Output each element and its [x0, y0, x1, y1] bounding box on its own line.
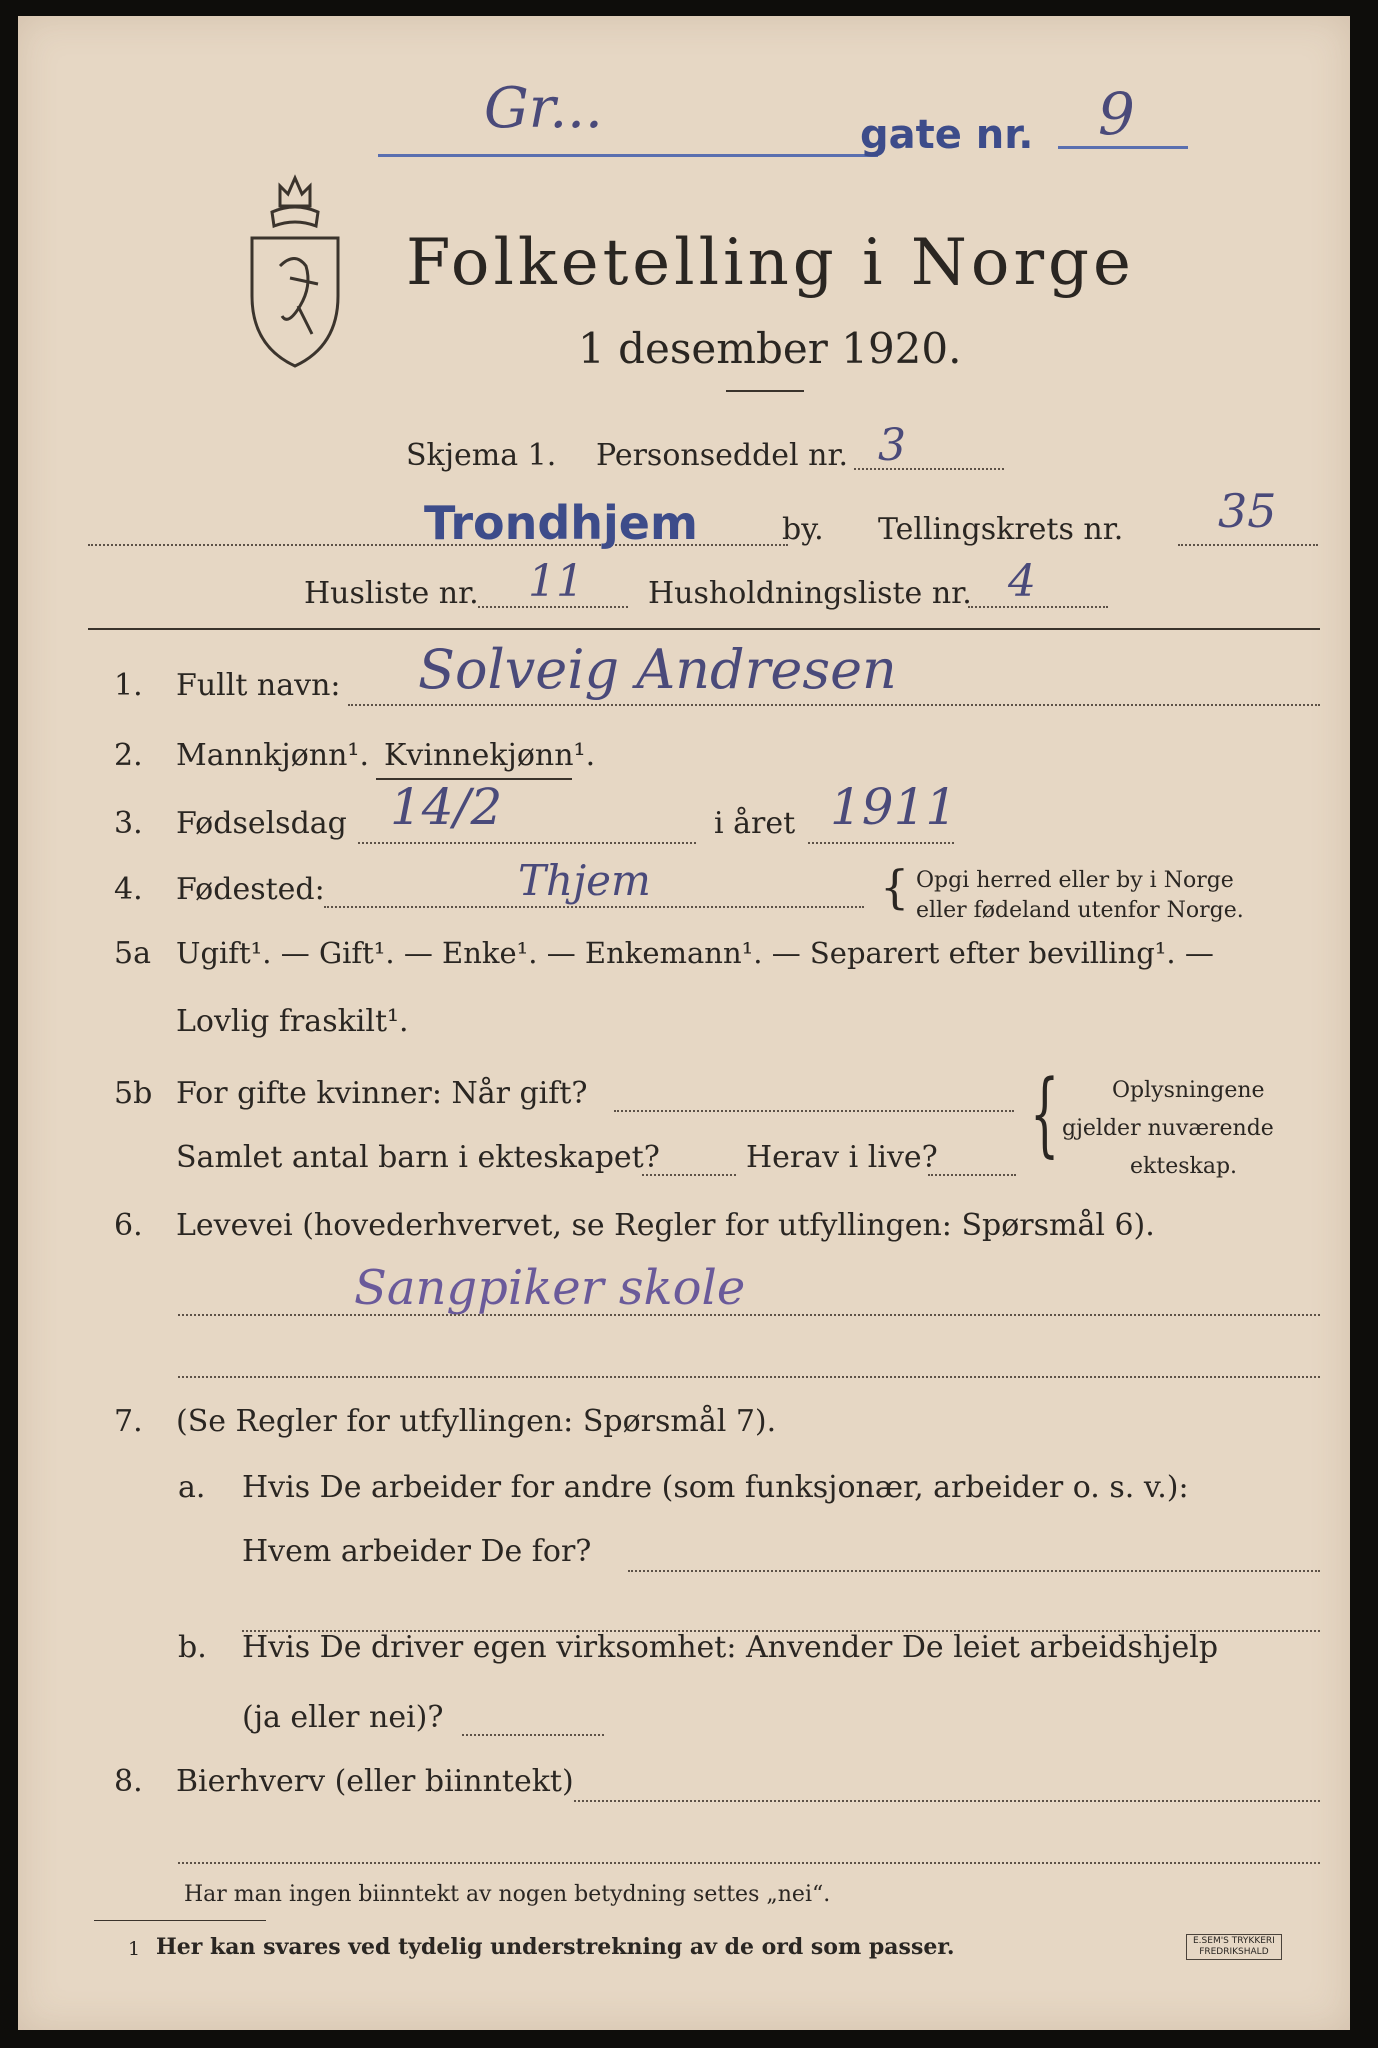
q2-number: 2.: [114, 738, 143, 773]
footnote-divider: [94, 1920, 266, 1921]
q4-number: 4.: [114, 872, 143, 907]
q7a-employer-label: Hvem arbeider De for?: [242, 1534, 592, 1569]
full-name-value: Solveig Andresen: [418, 638, 897, 701]
q8-line-1: [574, 1800, 1320, 1802]
tellingskrets-line: [1178, 544, 1318, 546]
q3-number: 3.: [114, 806, 143, 841]
husliste-line: [478, 606, 628, 608]
q5b-note-2: gjelder nuværende: [1062, 1116, 1274, 1141]
q4-line: [324, 906, 864, 908]
footnote-text: Her kan svares ved tydelig understrekning av de ord som passer.: [156, 1934, 955, 1960]
q5b-brace: {: [1030, 1060, 1060, 1167]
q1-line: [348, 704, 1320, 706]
tellingskrets-label: Tellingskrets nr.: [878, 512, 1124, 547]
yesno-line: [462, 1734, 604, 1736]
occupation-value: Sangpiker skole: [354, 1260, 746, 1316]
q3-label: Fødselsdag: [176, 806, 347, 841]
husliste-value: 11: [528, 556, 584, 607]
birthdate-value: 14/2: [390, 778, 503, 836]
gate-number-line: [1058, 146, 1188, 149]
city-stamp: Trondhjem: [424, 496, 698, 550]
personseddel-value: 3: [878, 420, 906, 471]
q6-line-2: [178, 1376, 1320, 1378]
q8-label: Bierhverv (eller biinntekt): [176, 1764, 574, 1799]
printer-mark: [1186, 1934, 1282, 1960]
personseddel-line: [854, 468, 1004, 470]
q8-number: 8.: [114, 1764, 143, 1799]
q7b-letter: b.: [178, 1630, 207, 1665]
q7a-text: Hvis De arbeider for andre (som funksjonær, arbeider o. s. v.):: [242, 1470, 1189, 1505]
q7-label: (Se Regler for utfyllingen: Spørsmål 7).: [176, 1404, 777, 1439]
street-handwritten: Gr...: [484, 76, 603, 141]
footnote-number: 1: [128, 1938, 141, 1960]
married-when-label: For gifte kvinner: Når gift?: [176, 1076, 588, 1111]
q4-note-2: eller fødeland utenfor Norge.: [916, 898, 1244, 923]
year-label: i året: [714, 806, 796, 841]
q5a-number: 5a: [114, 936, 151, 971]
q6-number: 6.: [114, 1208, 143, 1243]
employer-line-1: [628, 1570, 1320, 1572]
title-divider: [726, 390, 804, 392]
husholdningsliste-label: Husholdningsliste nr.: [648, 576, 972, 611]
husliste-label: Husliste nr.: [304, 576, 479, 611]
q7b-yesno-label: (ja eller nei)?: [242, 1700, 444, 1735]
husholdningsliste-value: 4: [1008, 556, 1036, 607]
income-note: Har man ingen biinntekt av nogen betydning settes „nei“.: [184, 1882, 831, 1907]
q5b-note-3: ekteskap.: [1130, 1154, 1238, 1179]
q7b-text: Hvis De driver egen virksomhet: Anvender De leiet arbeidshjelp: [242, 1630, 1219, 1665]
birthyear-value: 1911: [830, 778, 958, 836]
gate-label: gate nr.: [860, 112, 1034, 158]
birthplace-value: Thjem: [518, 856, 651, 905]
gate-number: 9: [1098, 80, 1135, 148]
q4-brace: {: [880, 860, 910, 914]
q6-line-1: [178, 1314, 1320, 1316]
printer-name: E.SEM'S TRYKKERI: [1193, 1936, 1275, 1946]
marital-status-options[interactable]: Ugift¹. — Gift¹. — Enke¹. — Enkemann¹. — Separert efter bevilling¹. —: [176, 936, 1214, 970]
children-line: [642, 1174, 736, 1176]
tellingskrets-value: 35: [1218, 484, 1277, 538]
female-option[interactable]: Kvinnekjønn¹.: [384, 738, 596, 773]
q6-label: Levevei (hovederhvervet, se Regler for utfyllingen: Spørsmål 6).: [176, 1208, 1155, 1243]
husholdningsliste-line: [968, 606, 1108, 608]
married-when-line: [614, 1110, 1014, 1112]
by-label: by.: [782, 512, 824, 547]
marital-status-divorced[interactable]: Lovlig fraskilt¹.: [176, 1004, 409, 1039]
year-line: [808, 842, 954, 844]
q3-line: [358, 842, 696, 844]
personseddel-label: Personseddel nr.: [596, 438, 849, 473]
coat-of-arms-icon: [240, 166, 350, 376]
header-divider: [88, 628, 1320, 630]
children-label: Samlet antal barn i ekteskapet?: [176, 1140, 660, 1175]
male-option[interactable]: Mannkjønn¹.: [176, 738, 369, 773]
census-date: 1 desember 1920.: [578, 324, 962, 373]
q4-note-1: Opgi herred eller by i Norge: [916, 868, 1234, 893]
q5b-number: 5b: [114, 1076, 153, 1111]
q1-number: 1.: [114, 668, 143, 703]
census-form: [18, 16, 1350, 2030]
form-title: Folketelling i Norge: [406, 226, 1135, 300]
q5b-note-1: Oplysningene: [1112, 1078, 1265, 1103]
alive-label: Herav i live?: [746, 1140, 938, 1175]
q4-label: Fødested:: [176, 872, 325, 907]
street-line: [378, 154, 878, 157]
q7-number: 7.: [114, 1404, 143, 1439]
skjema-label: Skjema 1.: [406, 438, 557, 473]
q1-label: Fullt navn:: [176, 668, 341, 703]
q7a-letter: a.: [178, 1470, 206, 1505]
printer-city: FREDRIKSHALD: [1199, 1947, 1269, 1957]
q8-line-2: [178, 1862, 1320, 1864]
alive-line: [928, 1174, 1016, 1176]
